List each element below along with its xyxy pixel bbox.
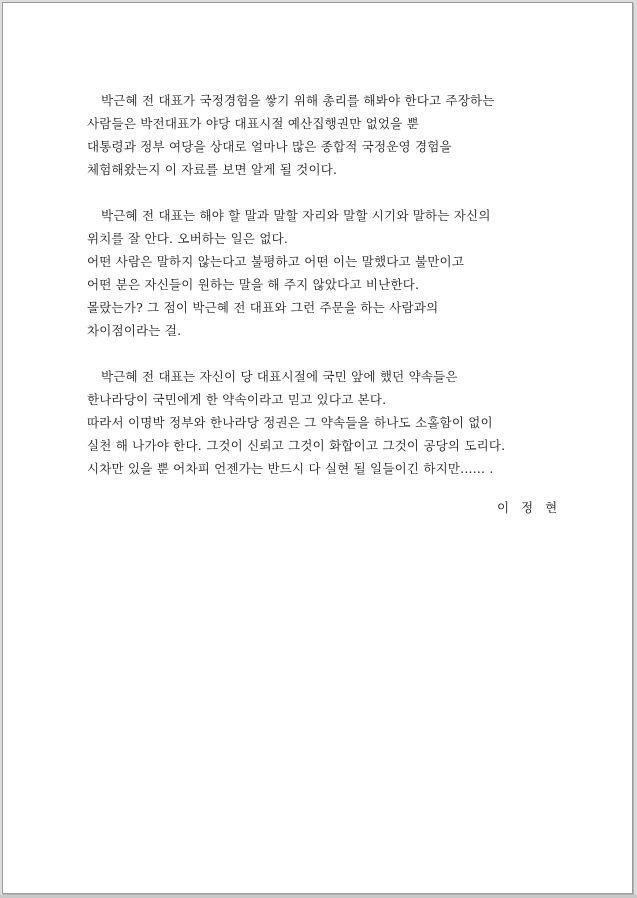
text-line: 차이점이라는 걸. — [87, 323, 182, 338]
text-line: 대통령과 정부 여당을 상대로 얼마나 많은 종합적 국정운영 경험을 — [87, 139, 452, 154]
text-line: 어떤 분은 자신들이 원하는 말을 해 주지 않았다고 비난한다. — [87, 277, 420, 292]
author-signature: 이 정 현 — [497, 500, 562, 515]
text-line: 박근혜 전 대표는 해야 할 말과 말할 자리와 말할 시기와 말하는 자신의 — [101, 208, 491, 223]
document-page — [2, 2, 633, 894]
text-line: 한나라당이 국민에게 한 약속이라고 믿고 있다고 본다. — [87, 392, 387, 407]
text-line: 박근혜 전 대표는 자신이 당 대표시절에 국민 앞에 했던 약속들은 — [101, 369, 458, 384]
text-line: 시차만 있을 뿐 어차피 언젠가는 반드시 다 실현 될 일들이긴 하지만...... . — [87, 461, 494, 476]
text-line: 체험해왔는지 이 자료를 보면 알게 될 것이다. — [87, 162, 338, 177]
document-body — [87, 89, 567, 503]
paragraph-1 — [87, 89, 567, 181]
text-line: 사람들은 박전대표가 야당 대표시절 예산집행권만 없었을 뿐 — [87, 116, 419, 131]
text-line: 몰랐는가? 그 점이 박근혜 전 대표와 그런 주문을 하는 사람과의 — [87, 300, 439, 315]
paragraph-3 — [87, 365, 567, 480]
text-line: 실천 해 나가야 한다. 그것이 신뢰고 그것이 화합이고 그것이 공당의 도리다. — [87, 438, 506, 453]
text-line: 박근혜 전 대표가 국정경험을 쌓기 위해 총리를 해봐야 한다고 주장하는 — [101, 93, 495, 108]
text-line: 어떤 사람은 말하지 않는다고 불평하고 어떤 이는 말했다고 불만이고 — [87, 254, 465, 269]
text-line: 위치를 잘 안다. 오버하는 일은 없다. — [87, 231, 289, 246]
paragraph-2 — [87, 204, 567, 342]
text-line: 따라서 이명박 정부와 한나라당 정권은 그 약속들을 하나도 소홀함이 없이 — [87, 415, 493, 430]
